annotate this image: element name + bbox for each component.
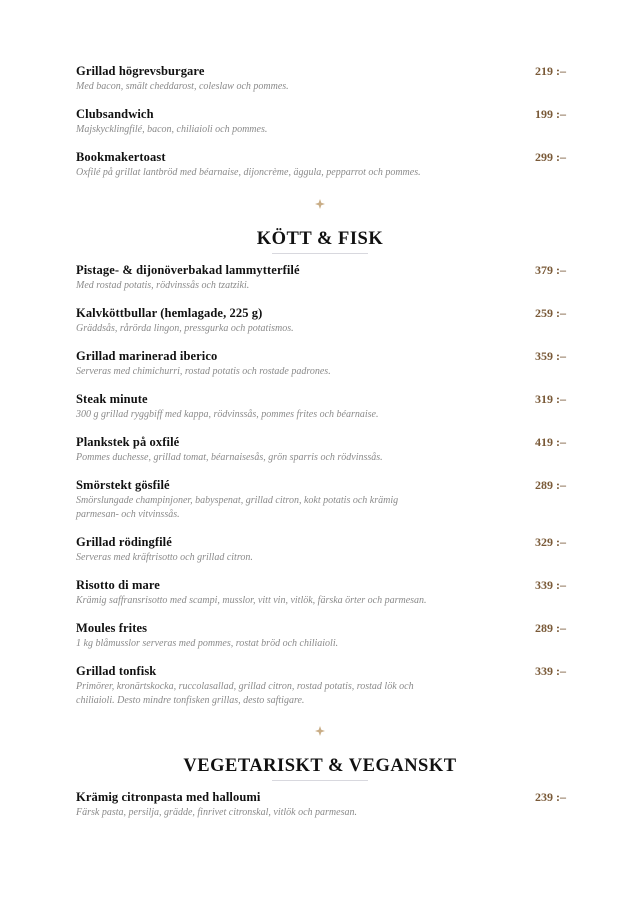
- menu-item: [76, 790, 566, 820]
- section-underline: [272, 253, 368, 254]
- item-description: 300 g grillad ryggbiff med kappa, rödvinssås, pommes frites och béarnaise.: [76, 409, 379, 420]
- item-price: 379 :–: [535, 263, 566, 277]
- section-title-vegetariskt-veganskt: VEGETARISKT & VEGANSKT: [183, 756, 457, 776]
- item-name: Kalvköttbullar (hemlagade, 225 g): [76, 306, 263, 320]
- item-price: 419 :–: [535, 435, 566, 449]
- item-description: Oxfilé på grillat lantbröd med béarnaise, dijoncrème, äggula, pepparrot och pommes.: [76, 167, 421, 178]
- menu-item: [76, 107, 566, 137]
- item-price: 339 :–: [535, 578, 566, 592]
- item-description: Krämig saffransrisotto med scampi, musslor, vitt vin, vitlök, färska örter och parmesan.: [76, 595, 427, 606]
- item-description: Majskycklingfilé, bacon, chiliaioli och pommes.: [76, 124, 268, 135]
- item-description: Färsk pasta, persilja, grädde, finrivet citronskal, vitlök och parmesan.: [76, 807, 357, 818]
- item-description: Serveras med kräftrisotto och grillad citron.: [76, 552, 253, 563]
- item-price: 329 :–: [535, 535, 566, 549]
- menu-item: [76, 478, 566, 522]
- section-underline: [272, 780, 368, 781]
- menu-item: [76, 435, 566, 465]
- item-description: Smörslungade champinjoner, babyspenat, grillad citron, kokt potatis och krämig parmesan- och vitvinssås.: [76, 495, 399, 520]
- item-description: Med bacon, smält cheddarost, coleslaw och pommes.: [76, 81, 289, 92]
- item-description: Primörer, kronärtskocka, ruccolasallad, grillad citron, rostad potatis, rostad lök och chiliaioli. Desto mindre tonfisken grillas, desto saftigare.: [76, 681, 414, 706]
- menu-item: [76, 535, 566, 565]
- item-price: 289 :–: [535, 621, 566, 635]
- item-name: Bookmakertoast: [76, 150, 166, 164]
- diamond-ornament-icon: [315, 726, 325, 736]
- item-name: Grillad marinerad iberico: [76, 349, 218, 363]
- menu-item: [76, 621, 566, 651]
- item-price: 339 :–: [535, 664, 566, 678]
- item-price: 319 :–: [535, 392, 566, 406]
- menu-item: [76, 306, 566, 336]
- item-price: 239 :–: [535, 790, 566, 804]
- menu-item: [76, 150, 566, 180]
- item-description: Med rostad potatis, rödvinssås och tzatziki.: [76, 280, 250, 291]
- item-price: 259 :–: [535, 306, 566, 320]
- item-price: 299 :–: [535, 150, 566, 164]
- item-description: Gräddsås, rårörda lingon, pressgurka och potatismos.: [76, 323, 294, 334]
- item-price: 219 :–: [535, 64, 566, 78]
- item-name: Clubsandwich: [76, 107, 154, 121]
- item-price: 359 :–: [535, 349, 566, 363]
- section-title-kott-fisk: KÖTT & FISK: [256, 229, 384, 249]
- menu-item: [76, 664, 566, 708]
- item-description: Serveras med chimichurri, rostad potatis och rostade padrones.: [76, 366, 331, 377]
- item-name: Plankstek på oxfilé: [76, 435, 180, 449]
- item-description: Pommes duchesse, grillad tomat, béarnaisesås, grön sparris och rödvinssås.: [76, 452, 383, 463]
- item-name: Grillad rödingfilé: [76, 535, 172, 549]
- menu-item: [76, 263, 566, 293]
- diamond-ornament-icon: [315, 199, 325, 209]
- item-description: 1 kg blåmusslor serveras med pommes, rostat bröd och chiliaioli.: [76, 638, 339, 649]
- item-price: 199 :–: [535, 107, 566, 121]
- menu-item: [76, 349, 566, 379]
- item-name: Moules frites: [76, 621, 148, 635]
- item-name: Smörstekt gösfilé: [76, 478, 170, 492]
- item-name: Pistage- & dijonöverbakad lammytterfilé: [76, 263, 300, 277]
- item-name: Risotto di mare: [76, 578, 160, 592]
- item-name: Krämig citronpasta med halloumi: [76, 790, 261, 804]
- menu-item: [76, 578, 566, 608]
- menu-item: [76, 392, 566, 422]
- menu-item: [76, 64, 566, 94]
- item-name: Grillad tonfisk: [76, 664, 157, 678]
- item-name: Grillad högrevsburgare: [76, 64, 205, 78]
- item-name: Steak minute: [76, 392, 148, 406]
- item-price: 289 :–: [535, 478, 566, 492]
